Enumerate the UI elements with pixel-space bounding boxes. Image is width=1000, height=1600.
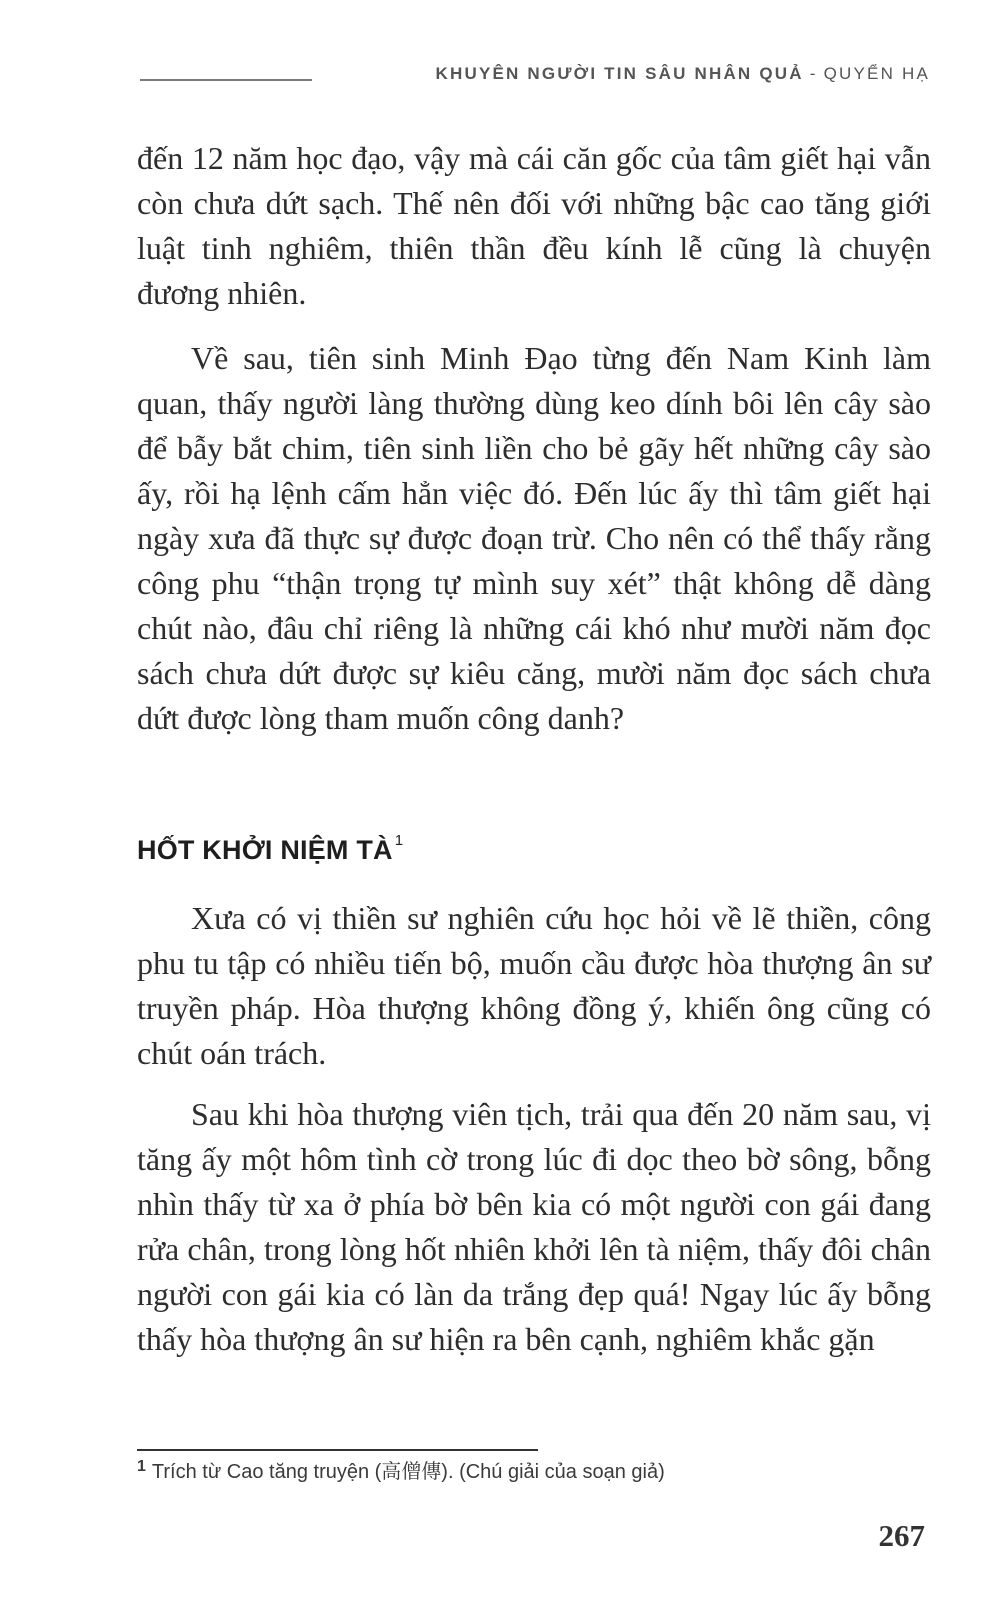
- paragraph-2: [137, 336, 931, 741]
- running-head: [436, 64, 930, 84]
- footnote-text: Trích từ Cao tăng truyện (高僧傳). (Chú giải của soạn giả): [151, 1461, 665, 1483]
- footnote: [137, 1455, 665, 1484]
- paragraph-4: [137, 1092, 931, 1362]
- volume-label: QUYỂN HẠ: [823, 64, 930, 83]
- paragraph-1: [137, 136, 931, 316]
- footnote-rule: [137, 1449, 538, 1451]
- paragraph-1-text: đến 12 năm học đạo, vậy mà cái căn gốc của tâm giết hại vẫn còn chưa dứt sạch. Thế nên đối với những bậc cao tăng giới luật tinh nghiêm, thiên thần đều kính lễ cũng là chuyện đương nhiên.: [137, 140, 931, 311]
- paragraph-2-text: Về sau, tiên sinh Minh Đạo từng đến Nam Kinh làm quan, thấy người làng thường dùng keo dính bôi lên cây sào để bẫy bắt chim, tiên sinh liền cho bẻ gãy hết những cây sào ấy, rồi hạ lệnh cấm hẳn việc đó. Đến lúc ấy thì tâm giết hại ngày xưa đã thực sự được đoạn trừ. Cho nên có thể thấy rằng công phu “thận trọng tự mình suy xét” thật không dễ dàng chút nào, đâu chỉ riêng là những cái khó như mười năm đọc sách chưa dứt được sự kiêu căng, mười năm đọc sách chưa dứt được lòng tham muốn công danh?: [137, 340, 931, 736]
- book-title: KHUYÊN NGƯỜI TIN SÂU NHÂN QUẢ: [435, 64, 804, 83]
- footnote-mark: 1: [137, 1458, 146, 1475]
- page-number: 267: [878, 1518, 925, 1553]
- paragraph-3-text: Xưa có vị thiền sư nghiên cứu học hỏi về lẽ thiền, công phu tu tập có nhiều tiến bộ, muốn cầu được hòa thượng ân sư truyền pháp. Hòa thượng không đồng ý, khiến ông cũng có chút oán trách.: [137, 900, 931, 1071]
- paragraph-4-text: Sau khi hòa thượng viên tịch, trải qua đến 20 năm sau, vị tăng ấy một hôm tình cờ trong lúc đi dọc theo bờ sông, bỗng nhìn thấy từ xa ở phía bờ bên kia có một người con gái đang rửa chân, trong lòng hốt nhiên khởi lên tà niệm, thấy đôi chân người con gái kia có làn da trắng đẹp quá! Ngay lúc ấy bỗng thấy hòa thượng ân sư hiện ra bên cạnh, nghiêm khắc gặn: [137, 1096, 931, 1357]
- header-rule: [140, 79, 312, 81]
- section-title: [137, 832, 403, 866]
- section-title-text: HỐT KHỞI NIỆM TÀ: [137, 835, 393, 865]
- header-separator: -: [809, 64, 818, 83]
- paragraph-3: [137, 896, 931, 1076]
- footnote-reference: 1: [394, 832, 404, 849]
